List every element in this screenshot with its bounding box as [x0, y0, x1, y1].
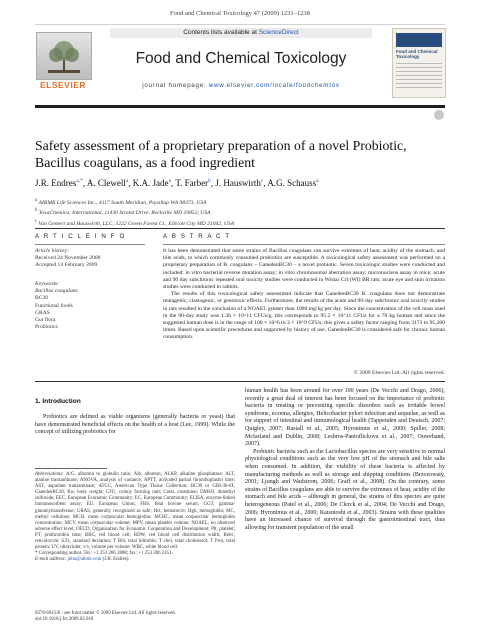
homepage-link[interactable]: www.elsevier.com/locate/foodchemtox: [208, 82, 340, 89]
abstract-paragraph: The results of this toxicological safety assessment indicate that GanedenBC30 B. coagulans does not demonstrate mutagenic, clastogenic, or genotoxic effects. Furthermore, the results of the acute and 90-day subchronic oral toxicity studies in rats resulted in the conclusion of a NOAEL greater than 1000 mg/kg per day. Since the concentration of the cell mass used in the 90-day study was 1.36 × 10^11 CFUs/g, this corresponds to 95.2 × 10^11 CFUs for a 70 kg human and since the suggested human dose is in the range of 100 × 10^6 to 3 × 10^9 CFUs, this gives a safety factor ranging from 3173 to 95,200 times. Based upon scientific procedures and supported by history of use, GanedenBC30 is considered safe for chronic human consumption.: [163, 291, 445, 341]
article-info-heading: A R T I C L E I N F O: [35, 233, 126, 240]
affiliations: [35, 197, 445, 228]
author-affiliation-mark[interactable]: c: [260, 178, 264, 184]
section-heading-introduction: 1. Introduction: [35, 398, 81, 405]
footnote-divider: [35, 468, 107, 469]
divider: [163, 244, 445, 245]
keywords: [35, 281, 145, 331]
divider: [35, 381, 445, 382]
author-affiliation-mark[interactable]: a: [168, 178, 171, 184]
history-received: Received 24 November 2008: [35, 255, 101, 262]
cover-lines: [396, 63, 442, 91]
sciencedirect-link[interactable]: ScienceDirect: [258, 29, 299, 36]
author-affiliation-mark[interactable]: a,*: [76, 178, 83, 184]
cover-banner: [396, 33, 442, 47]
article-history: [35, 248, 145, 270]
keyword: Probiotics: [35, 324, 58, 331]
keyword: GRAS: [35, 309, 50, 316]
keyword: Gut flora: [35, 317, 56, 324]
affiliation-a: $^a$ AIBMR Life Sciences Inc., 4117 South Meridian, Puyallup WA 98373, USA: [35, 198, 207, 206]
author: J.R. Endres: [35, 178, 77, 188]
divider: [35, 228, 445, 229]
author: A. Clewell: [86, 178, 126, 188]
elsevier-tree-icon: [36, 32, 92, 80]
affiliation-b: $^b$ ToxaChemica, International, 11430 Strand Drive, Rockville MD 20852, USA: [35, 208, 211, 217]
copyright: © 2009 Elsevier Ltd. All rights reserved.: [353, 370, 445, 376]
abbreviations-footnote: Abbreviations: A/G, albumin to globulin ratio; Alb, albumin; ALKP, alkaline phosphatase; ALT, alanine transaminase; ANOVA, analysis of variance; APTT, activated partial thromboplastin time; AST, aspartate transaminase; ATCC, American Type Tissue Collection; BC30 or GBI-30-6F, GanedenBC30; Bw, body weight; CFU, colony forming unit; Creat, creatinine; DMSO, dimethyl sulfoxide; EEC, European Economic Community; EC, European Community; ELISA, enzyme-linked immunosorbent assay; EU, European Union; FBS, fetal bovine serum; GGT, gamma-glutamyltransferase; GRAS, generally recognized as safe; Hct, hematocrit; Hgb, hemoglobin; MC, methyl cellulose; MCH, mean corpuscular hemoglobin; MCHC, mean corpuscular hemoglobin concentration; MCV, mean corpuscular volume; MPV, mean platelet volume; NOAEL, no observed adverse effect level; OECD, Organization for Economic Cooperation and Development; Plt, platelet; PT, prothrombin time; RBC, red blood cell; RDW, red blood cell distribution width; Retic, reticulocyte; S.D., standard deviation; T Bili, total bilirubin; T chol, total cholesterol; T Prot, total protein; UV, ultraviolet; v/v, volume per volume; WBC, white blood cell.: [35, 472, 236, 551]
keywords-label: Keywords:: [35, 281, 60, 287]
issn-doi: [35, 611, 235, 623]
corresponding-author: * Corresponding author. Tel.: +1 253 286 2888; fax: +1 253 286 2451.: [35, 551, 173, 557]
author: T. Farber: [175, 178, 209, 188]
issn: 0278-6915/$ - see front matter © 2009 Elsevier Ltd. All rights reserved.: [35, 611, 176, 616]
author: K.A. Jade: [132, 178, 169, 188]
history-label: Article history:: [35, 248, 70, 254]
abstract-text: [163, 248, 445, 342]
keyword: Bacillus coagulans: [35, 288, 78, 295]
article-title: [35, 137, 435, 171]
doi-link[interactable]: doi:10.1016/j.fct.2009.02.018: [35, 617, 94, 623]
title-line-2: Bacillus coagulans, as a food ingredient: [35, 155, 255, 170]
history-accepted: Accepted 14 February 2009: [35, 262, 98, 269]
journal-homepage: [110, 82, 372, 89]
contents-prefix: Contents lists available at: [183, 29, 259, 36]
author-affiliation-mark[interactable]: a: [316, 178, 319, 184]
homepage-prefix: journal homepage:: [142, 82, 209, 89]
contents-bar: [110, 28, 372, 38]
abstract-paragraph: It has been demonstrated that some strains of Bacillus coagulans can survive extremes of heat, acidity of the stomach, and bile acids, to which commonly consumed probiotics are susceptible. A toxicological safety assessment was performed on a proprietary preparation of B. coagulans – GanedenBC30 – a novel probiotic. Seven toxicologic studies were conducted and included: in vitro bacterial reverse mutation assay; in vitro chromosomal aberration assay; micronucleus assay in mice; acute and 90 day subchronic repeated oral toxicity studies were conducted in Wistar Crl:(WI) BR rats; acute eye and skin irritation studies were conducted in rabbits.: [163, 248, 445, 291]
journal-cover-thumbnail: [392, 28, 446, 98]
journal-title: Food and Chemical Toxicology: [135, 50, 347, 67]
cover-title: Food and Chemical Toxicology: [396, 49, 438, 59]
keyword: Functional foods: [35, 302, 73, 309]
publisher-logo-text: ELSEVIER: [39, 80, 87, 90]
affiliation-c: $^c$ Van Gemert and Hauswirth, LLC, 3222 Green Forest Ct., Ellicott City MD 21042, USA: [35, 218, 235, 227]
email-link[interactable]: john@aibmr.com: [67, 557, 102, 563]
title-line-1: Safety assessment of a proprietary preparation of a novel Probiotic,: [35, 138, 407, 153]
author-list: J.R. Endres$^{a,*}$, A. Clewell$^a$, K.A. Jade$^a$, T. Farber$^b$, J. Hauswirth$^c$, A.G. Schauss$^a$: [35, 178, 319, 188]
crossmark-icon[interactable]: [434, 110, 444, 120]
journal-citation: Food and Chemical Toxicology 47 (2009) 1231–1238: [170, 10, 310, 17]
body-paragraph: Probiotic bacteria such as the Lactobacillus species are very sensitive to normal physiological conditions such as the very low pH of the stomach and bile salts when consumed. In addition, the viability of these bacteria is affected by manufacturing methods as well as storage and shipping conditions (Brzozowaty, 2001; Ljungh and Wadstrom, 2006; Graff et al., 2008). On the contrary, some strains of Bacillus coagulans are able to survive the extremes of heat, acidity of the stomach and bile acids – although in general, the strains of this species are quite heterogeneous (Patel et al., 2006; De Clerck et al., 2004; De Vecchi and Drago, 2006; Hyronimus et al., 2000; Katsutoshi et al., 2003). Strains with these qualities have an increased chance of survival through the gastrointestinal tract, thus allowing for transient population of the small: [245, 448, 445, 531]
author-affiliation-mark[interactable]: b: [208, 178, 211, 184]
intro-text: [35, 414, 235, 437]
footnotes: [35, 472, 235, 563]
body-paragraph: Probiotics are defined as viable organisms (generally bacteria or yeast) that have demonstrated beneficial effects on the health of a host (Lee, 1999). While the concept of utilizing probiotics for: [35, 414, 235, 436]
abstract-heading: A B S T R A C T: [163, 233, 231, 240]
keyword: BC30: [35, 295, 49, 302]
right-column-text: [245, 388, 445, 532]
author-affiliation-mark[interactable]: a: [125, 178, 129, 184]
divider: [35, 244, 145, 245]
author: J. Hauswirth: [215, 178, 261, 188]
author: A.G. Schauss: [267, 178, 317, 188]
body-paragraph: human health has been around for over 100 years (De Vecchi and Drago, 2006), recently a great deal of interest has been focused on the importance of probiotic bacteria in treating or preventing specific disorders such as irritable bowel syndrome, eczema, allergies, Helicobacter pylori infection and sequelae, as well as for support of intestinal and immunological health (Tappenden and Deutsch, 2007; Quigley, 2007; Rastall et al., 2005; Hyronimus et al., 2000; Spiller, 2008; Mcfarland and Dublin, 2008; Lesbros-Pantoflickova et al., 2007; Ouwehand, 2007).: [245, 388, 445, 448]
email-footnote: E-mail address: john@aibmr.com (J.R. Endres).: [35, 557, 130, 563]
